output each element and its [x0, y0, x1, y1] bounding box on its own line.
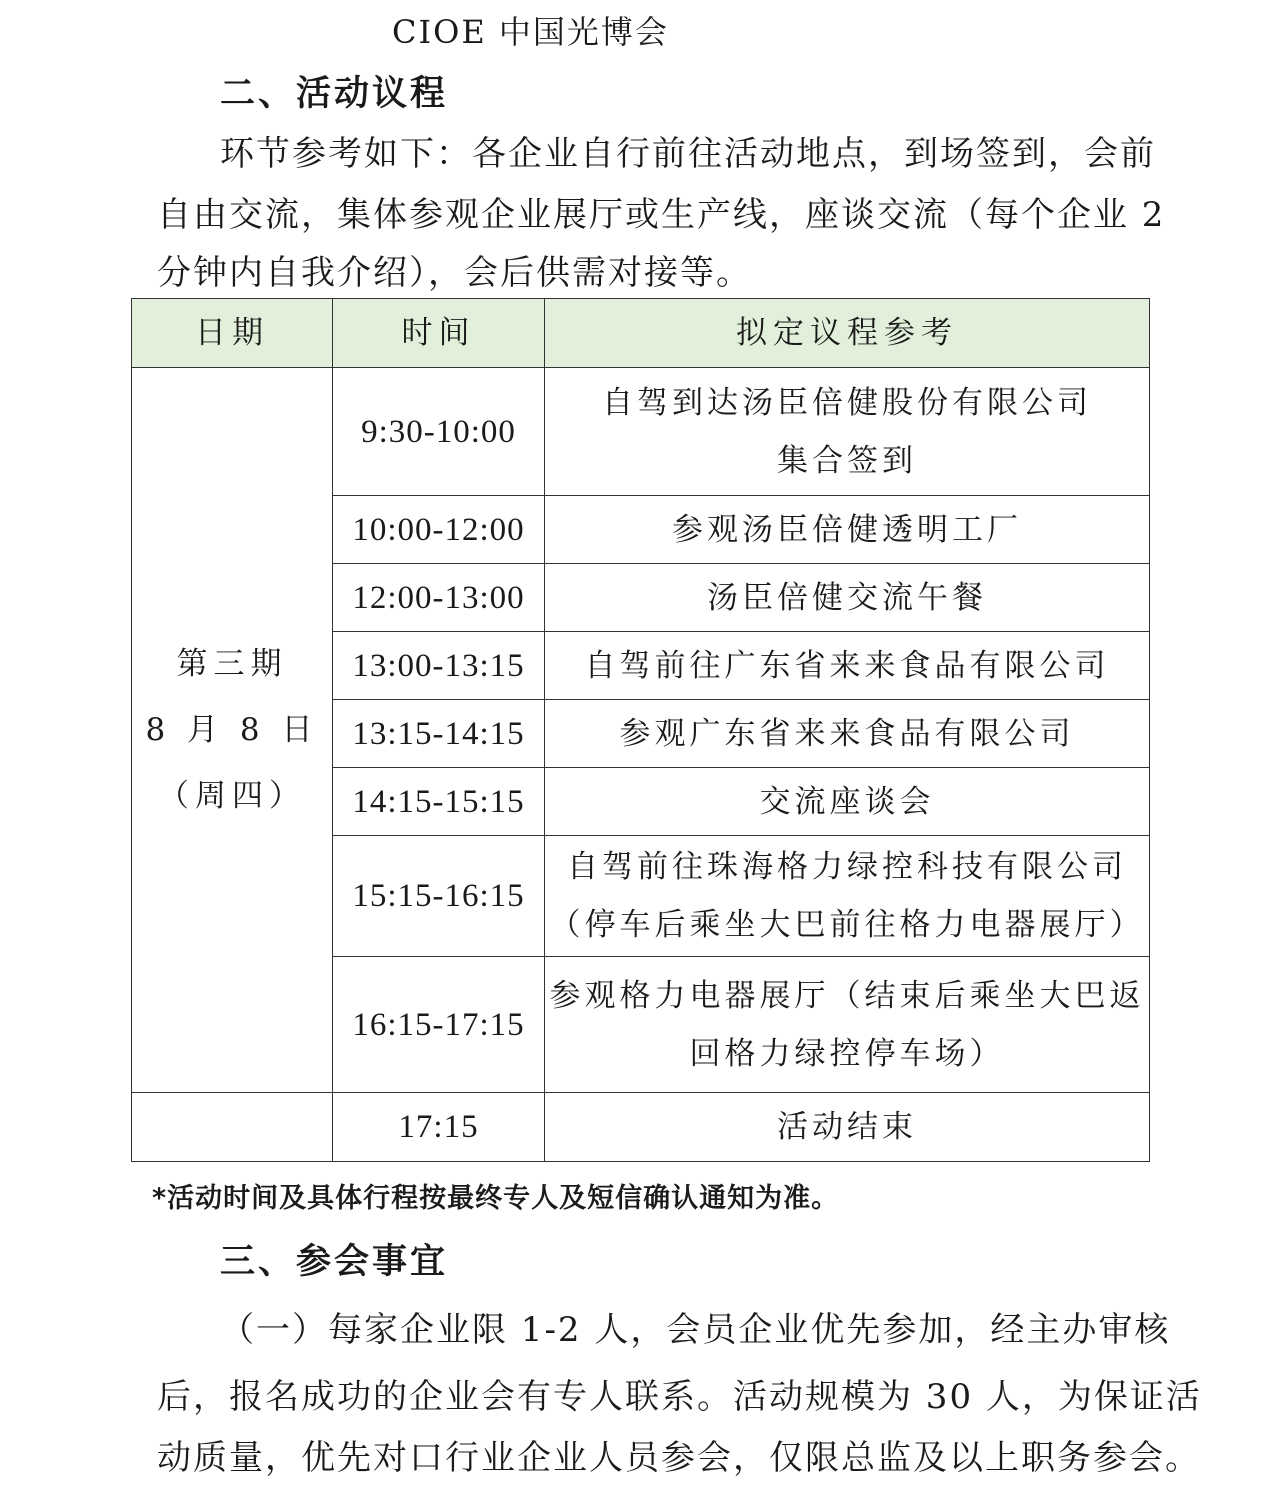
session-date-cell — [132, 368, 333, 1093]
header-agenda: 拟定议程参考 — [545, 299, 1150, 368]
header-date: 日期 — [132, 299, 333, 368]
agenda-line: 参观格力电器展厅（结束后乘坐大巴返 — [549, 977, 1145, 1014]
agenda-cell: 交流座谈会 — [545, 768, 1150, 836]
agenda-cell — [545, 836, 1150, 957]
agenda-cell: 参观广东省来来食品有限公司 — [545, 700, 1150, 768]
session-date: 8 月 8 日 — [145, 712, 319, 748]
section-3-line-2: 后，报名成功的企业会有专人联系。活动规模为 30 人，为保证活 — [157, 1377, 1202, 1417]
section-3-line-3: 动质量，优先对口行业企业人员参会，仅限总监及以上职务参会。 — [157, 1438, 1201, 1478]
section-2-title: 二、活动议程 — [220, 74, 449, 114]
intro-line-1: 环节参考如下：各企业自行前往活动地点，到场签到，会前 — [220, 134, 1156, 174]
header-fragment: CIOE 中国光博会 — [392, 13, 669, 51]
time-cell: 14:15-15:15 — [333, 768, 545, 836]
section-3-line-1: （一）每家企业限 1-2 人，会员企业优先参加，经主办审核 — [220, 1310, 1171, 1350]
table-row — [132, 1093, 1150, 1162]
header-time: 时间 — [333, 299, 545, 368]
time-cell: 13:15-14:15 — [333, 700, 545, 768]
agenda-cell — [545, 957, 1150, 1093]
time-cell: 10:00-12:00 — [333, 496, 545, 564]
section-3-title: 三、参会事宜 — [220, 1242, 449, 1282]
table-row — [132, 368, 1150, 496]
agenda-line: （停车后乘坐大巴前往格力电器展厅） — [549, 907, 1145, 943]
agenda-line: 自驾前往珠海格力绿控科技有限公司 — [567, 849, 1127, 885]
final-date-cell — [132, 1093, 333, 1162]
time-cell: 9:30-10:00 — [333, 368, 545, 496]
table-header-row — [132, 299, 1150, 368]
time-cell: 12:00-13:00 — [333, 564, 545, 632]
time-cell: 15:15-16:15 — [333, 836, 545, 957]
agenda-line: 回格力绿控停车场） — [689, 1035, 1005, 1072]
schedule-note: *活动时间及具体行程按最终专人及短信确认通知为准。 — [152, 1183, 840, 1214]
intro-line-3: 分钟内自我介绍），会后供需对接等。 — [157, 253, 752, 293]
agenda-cell: 参观汤臣倍健透明工厂 — [545, 496, 1150, 564]
time-cell: 16:15-17:15 — [333, 957, 545, 1093]
session-weekday: （周四） — [158, 778, 306, 814]
session-name: 第三期 — [176, 646, 288, 682]
agenda-line: 集合签到 — [777, 442, 917, 479]
agenda-cell — [545, 368, 1150, 496]
agenda-cell: 自驾前往广东省来来食品有限公司 — [545, 632, 1150, 700]
time-cell: 13:00-13:15 — [333, 632, 545, 700]
time-cell: 17:15 — [333, 1093, 545, 1162]
agenda-cell: 活动结束 — [545, 1093, 1150, 1162]
agenda-table — [131, 298, 1150, 1162]
intro-line-2: 自由交流，集体参观企业展厅或生产线，座谈交流（每个企业 2 — [157, 195, 1166, 235]
agenda-cell: 汤臣倍健交流午餐 — [545, 564, 1150, 632]
agenda-line: 自驾到达汤臣倍健股份有限公司 — [602, 384, 1092, 421]
